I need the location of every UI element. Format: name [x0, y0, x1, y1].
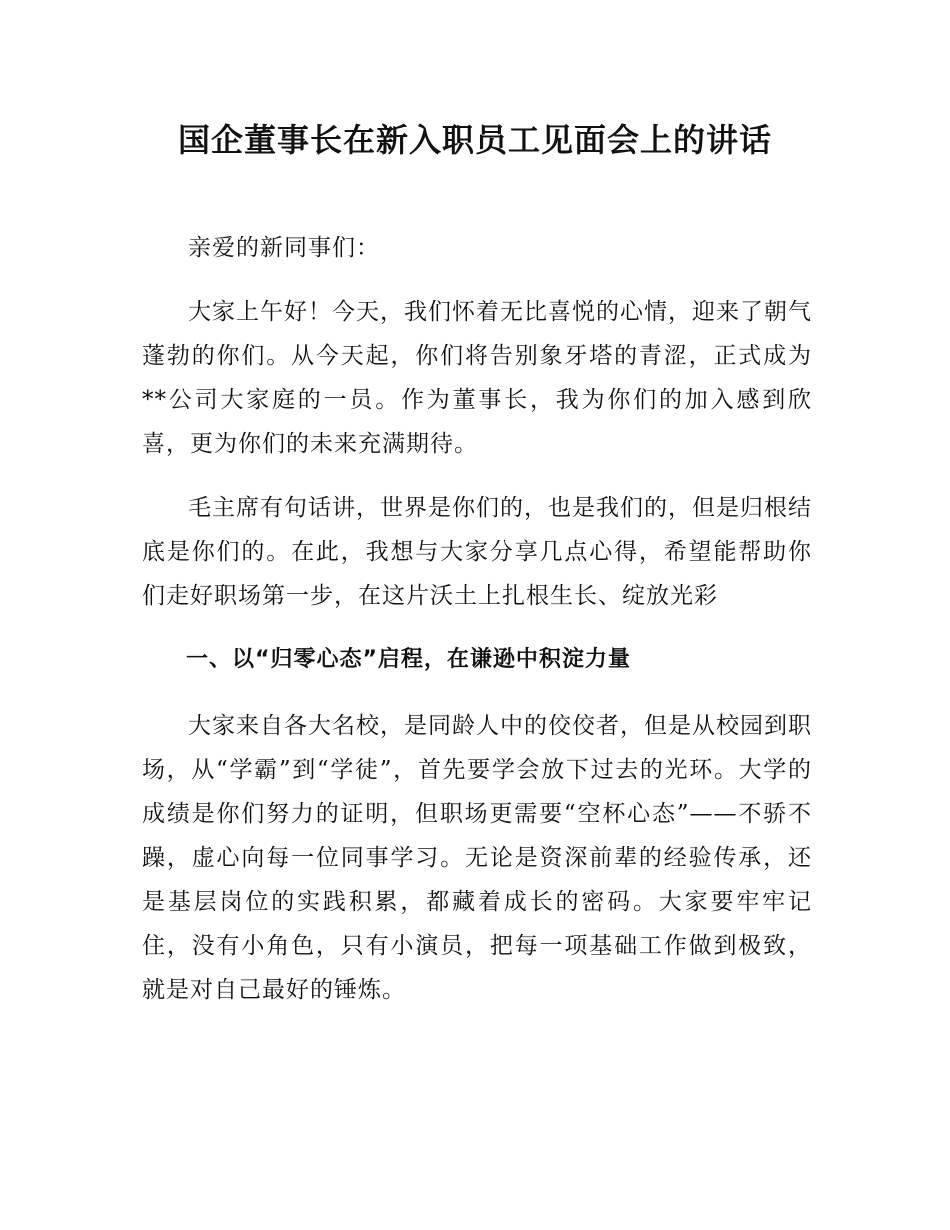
section-paragraph-1: 大家来自各大名校，是同龄人中的佼佼者，但是从校园到职场，从“学霸”到“学徒”，首先要学会放下过去的光环。大学的成绩是你们努力的证明，但职场更需要“空杯心态”——不骄不躁，虚心向每一位同事学习。无论是资深前辈的经验传承，还是基层岗位的实践积累，都藏着成长的密码。大家要牢牢记住，没有小角色，只有小演员，把每一项基础工作做到极致，就是对自己最好的锤炼。 [142, 713, 812, 1003]
section-heading-1: 一、以“归零心态”启程，在谦逊中积淀力量 [186, 647, 631, 672]
paragraph-greeting: 大家上午好！今天，我们怀着无比喜悦的心情，迎来了朝气蓬勃的你们。从今天起，你们将告别象牙塔的青涩，正式成为**公司大家庭的一员。作为董事长，我为你们的加入感到欣喜，更为你们的未来充满期待。 [142, 299, 812, 457]
document-title: 国企董事长在新入职员工见面会上的讲话 [177, 121, 772, 159]
salutation: 亲爱的新同事们： [188, 235, 380, 261]
paragraph-intro: 毛主席有句话讲，世界是你们的，也是我们的，但是归根结底是你们的。在此，我想与大家分享几点心得，希望能帮助你们走好职场第一步，在这片沃土上扎根生长、绽放光彩 [142, 495, 812, 609]
document-body [142, 226, 812, 1032]
